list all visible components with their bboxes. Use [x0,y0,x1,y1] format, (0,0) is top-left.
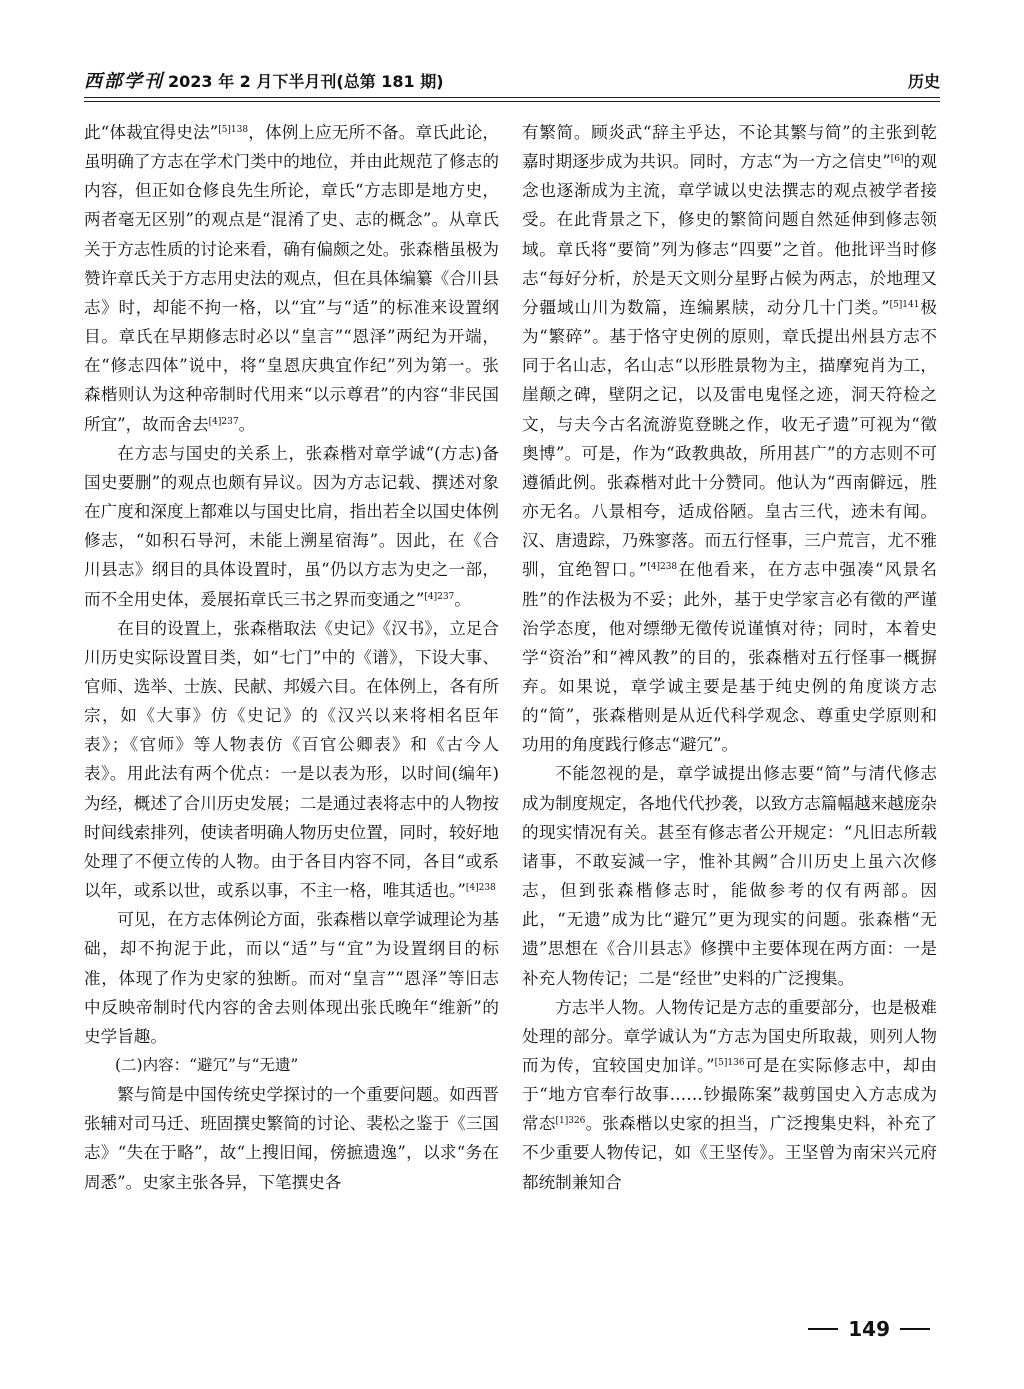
paragraph [84,118,499,439]
citation: [4]237 [208,416,239,427]
paragraph-text: 。张森楷以史家的担当，广泛搜集史料，补充了不少重要人物传记，如《王坚传》。王坚曾为南宋兴元府都统制兼知合 [522,1114,937,1192]
paragraph-text: 在他看来，在方志中强凑“风景名胜”的作法极为不妥；此外，基于史学家言必有徵的严谨治学态度，他对缥缈无徵传说谨慎对待；同时，本着史学“资治”和“裨风教”的目的，张森楷对五行怪事一概摒弃。如果说，章学诚主要是基于纯史例的角度谈方志的“简”，张森楷则是从近代科学观念、尊重史学原则和功用的角度践行修志“避冗”。 [522,560,937,755]
citation: [5]136 [714,1058,745,1068]
paragraph-text: 在方志与国史的关系上，张森楷对章学诚“(方志)备国史要删”的观点也颇有异议。因为方志记载、撰述对象在广度和深度上都难以与国史比肩，指出若全以国史体例修志，“如积石导河，未能上溯星宿海”。因此，在《合川县志》纲目的具体设置时，虽“仍以方志为史之一部，而不全用史体，爰展拓章氏三书之界而变通之” [84,443,499,609]
paragraph-text: 繁与简是中国传统史学探讨的一个重要问题。如西晋张辅对司马迁、班固撰史繁简的讨论、裴松之鉴于《三国志》“失在于略”，故“上搜旧闻，傍摭遗逸”，以求“务在周悉”。史家主张各异，下笔撰史各 [84,1085,499,1192]
paragraph-text: 可见，在方志体例论方面，张森楷以章学诚理论为基础，却不拘泥于此，而以“适”与“宜”为设置纲目的标准，体现了作为史家的独断。而对“皇言”“恩泽”等旧志中反映帝制时代内容的舍去则体现出张氏晚年“维新”的史学旨趣。 [84,910,499,1046]
paragraph-text: 。 [454,589,471,609]
paragraph-text: 。 [238,414,256,434]
section-label: 历史 [907,71,940,91]
header-left [84,67,444,93]
paragraph-text: 可是在实际修志中，却由于“地方官奉行故事……钞撮陈案”裁剪国史入方志成为常态 [522,1056,937,1134]
paragraph [84,614,499,906]
citation: [4]238 [465,883,496,894]
issue-info: 2023 年 2 月下半月刊(总第 181 期) [168,72,444,91]
paragraph-text: 极为“繁碎”。基于恪守史例的原则，章氏提出州县方志不同于名山志，名山志“以形胜景物为主，描摩宛肖为工，崖颠之碑，壁阴之记，以及雷电鬼怪之迹，洞天符检之文，与夫今古名流游览登眺之作，收无孑遗”可视为“徵奥博”。可是，作为“政教典故，所用甚广”的方志则不可遵循此例。张森楷对此十分赞同。他认为“西南僻远，胜亦无名。八景相夸，适成俗陋。皇古三代，迹未有闻。汉、唐遗踪，乃殊寥落。而五行怪事，三户荒言，尤不雅驯，宜绝智口。” [522,297,937,580]
citation: [6] [890,154,904,165]
footer-dash-left [808,1328,838,1330]
subsection-heading-text: (二)内容：“避冗”与“无遗” [115,1056,299,1074]
paragraph [84,1080,499,1197]
paragraph-text: 方志半人物。人物传记是方志的重要部分，也是极难处理的部分。章学诚认为“方志为国史所取裁，则列人物而为传，宜较国史加详。” [522,997,937,1075]
paragraph [84,905,499,1051]
citation: [4]238 [647,562,678,573]
paragraph-text: ，体例上应无所不备。章氏此论，虽明确了方志在学术门类中的地位，并由此规范了修志的内容，但正如仓修良先生所论，章氏“方志即是地方史，两者毫无区别”的观点是“混淆了史、志的概念”。从章氏关于方志性质的讨论来看，确有偏颇之处。张森楷虽极为赞许章氏关于方志用史法的观点，但在具体编纂《合川县志》时，却能不拘一格，以“宜”与“适”的标准来设置纲目。章氏在早期修志时必以“皇言”“恩泽”两纪为开端，在“修志四体”说中，将“皇恩庆典宜作纪”列为第一。张森楷则认为这种帝制时代用来“以示尊君”的内容“非民国所宜”，故而舍去 [84,123,499,434]
citation: [1]326 [555,1116,586,1127]
right-column [522,118,937,1308]
subsection-heading [84,1051,499,1080]
footer-dash-right [900,1328,930,1330]
paragraph [522,993,937,1197]
paragraph-text: 在目的设置上，张森楷取法《史记》《汉书》，立足合川历史实际设置目类，如“七门”中的《谱》，下设大事、官师、选举、士族、民献、邦媛六目。在体例上，各有所宗，如《大事》仿《史记》的《汉兴以来将相名臣年表》；《官师》等人物表仿《百官公卿表》和《古今人表》。用此法有两个优点：一是以表为形，以时间(编年)为经，概述了合川历史发展；二是通过表将志中的人物按时间线索排列，使读者明确人物历史位置，同时，较好地处理了不便立传的人物。由于各目内容不同，各目“或系以年，或系以世，或系以事，不主一格，唯其适也。” [84,618,499,901]
header-rule-top [84,97,940,98]
paragraph [522,759,937,992]
paragraph-text: 此“体裁宜得史法” [84,123,219,142]
header-rule-bottom [84,101,940,102]
paragraph [84,439,499,614]
paragraph [522,118,937,759]
running-header [84,64,940,96]
paragraph-text: 不能忽视的是，章学诚提出修志要“简”与清代修志成为制度规定，各地代代抄袭，以致方志篇幅越来越庞杂的现实情况有关。甚至有修志者公开规定：“凡旧志所载诸事，不敢妄減一字，惟补其阙”合川历史上虽六次修志，但到张森楷修志时，能做参考的仅有两部。因此，“无遗”成为比“避冗”更为现实的问题。张森楷“无遗”思想在《合川县志》修撰中主要体现在两方面：一是补充人物传记；二是“经世”史料的广泛搜集。 [522,764,937,988]
citation: [5]141 [889,299,920,310]
journal-logo: 西部学刊 [84,71,164,92]
citation: [5]138 [218,125,249,135]
left-column [84,118,499,1308]
citation: [4]237 [424,591,455,602]
paragraph-text: 的观念也逐渐成为主流，章学诚以史法撰志的观点被学者接受。在此背景之下，修史的繁简问题自然延伸到修志领域。章氏将“要简”列为修志“四要”之首。他批评当时修志“每好分析，於是天文则分星野占候为两志，於地理又分疆域山川为数篇，连编累牍，动分几十门类。” [522,152,937,317]
page-number: 149 [848,1317,890,1341]
page-footer [798,1316,940,1342]
paragraph-text: 有繁简。顾炎武“辞主乎达，不论其繁与简”的主张到乾嘉时期逐步成为共识。同时，方志“为一方之信史” [522,123,937,172]
